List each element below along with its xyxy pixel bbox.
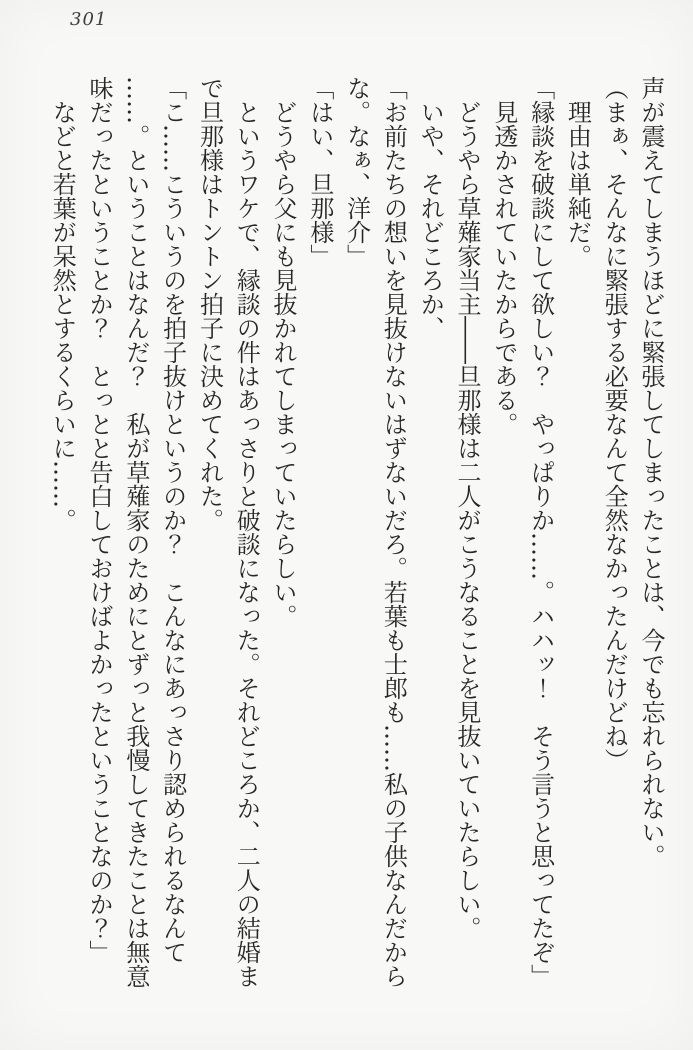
text-column: 声が震えてしまうほどに緊張してしまったことは、今でも忘れられない。 [637,76,665,868]
text-column: 見透かされていたからである。 [489,76,518,436]
text-column: どうやら草薙家当主――旦那様は二人がこうなることを見抜いていたらしい。 [453,76,482,940]
text-column: 理由は単純だ。 [563,76,592,268]
text-column: で旦那様はトントン拍子に決めてくれた。 [195,76,224,532]
text-columns [43,76,669,992]
text-column: 「お前たちの想いを見抜けないはずないだろ。若葉も士郎も……私の子供なんだから [379,76,408,988]
text-column: 「はい、旦那様」 [305,76,334,268]
text-column: ……。ということはなんだ？ 私が草薙家のためにとずっと我慢してきたことは無意 [121,76,150,988]
text-column: な。なぁ、洋介」 [342,76,371,268]
text-column: 「縁談を破談にして欲しい？ やっぱりか……。ハハッ！ そう言うと思ってたぞ」 [526,76,555,988]
text-column: いや、それどころか、 [416,76,445,340]
text-column: 味だったということか？ とっとと告白しておけばよかったということなのか？」 [85,76,114,964]
text-column: などと若葉が呆然とするくらいに……。 [48,76,77,532]
text-column: （まぁ、そんなに緊張する必要なんて全然なかったんだけどね） [600,76,629,772]
text-column: 「こ……こういうのを拍子抜けというのか？ こんなにあっさり認められるなんて [158,76,187,964]
page-number: 301 [70,9,108,30]
text-column: というワケで、縁談の件はあっさりと破談になった。それどころか、二人の結婚ま [232,76,261,988]
text-column: どうやら父にも見抜かれてしまっていたらしい。 [269,76,298,628]
